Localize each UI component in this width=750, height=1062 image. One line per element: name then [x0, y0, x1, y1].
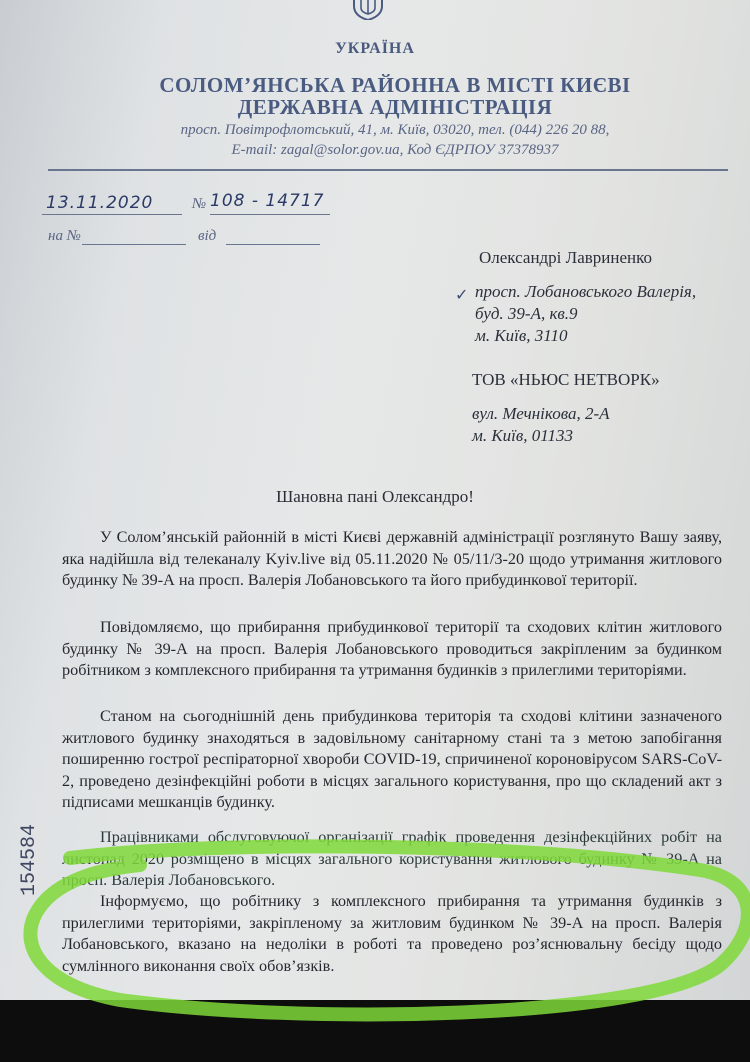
reference-label: на № — [48, 228, 81, 244]
recipient-address-building: буд. 39-А, кв.9 — [475, 304, 578, 323]
body-paragraph-5: Інформуємо, що робітнику з комплексного прибирання та утримання будинків з прилеглими територіями, закріпленому за житловим будинком № 39-А на просп. Валерія Лобановського, вказано на недоліки в роботі та проведено роз’яснювальну бесіду щодо сумлінного виконання своїх обов’язків. — [62, 892, 722, 975]
bottom-dark-bar — [0, 1000, 750, 1062]
recipient-address-city: м. Київ, 3110 — [475, 326, 568, 345]
organization-address: просп. Повітрофлотський, 41, м. Київ, 03020, тел. (044) 226 20 88, — [180, 122, 610, 138]
company-address-street: вул. Мечнікова, 2-А — [472, 404, 610, 423]
registration-stamp — [6, 818, 46, 898]
reference-date-underline — [226, 244, 320, 245]
body-paragraph-3: Станом на сьогоднішній день прибудинкова територія та сходові клітини зазначеного житлового будинку знаходяться в задовільному санітарному стані та з метою запобігання поширенню гострої респіраторної хвороби COVID-19, спричиненої короновірусом SARS-CoV-2, проведено дезінфекційні роботи в місцях загального користування, про що складений акт з підписами мешканців будинку. — [62, 707, 722, 811]
country-name: УКРАЇНА — [335, 40, 415, 57]
check-mark: ✓ — [455, 287, 469, 304]
body-paragraph-2: Повідомляємо, що прибирання прибудинкової території та сходових клітин житлового будинку № 39-А на просп. Валерія Лобановського проводиться закріпленим за будинком робітником з комплексного прибирання та утримання будинків з прилеглими територіями. — [62, 618, 722, 679]
body-paragraph-1: У Солом’янській районній в місті Києві державній адміністрації розглянуто Вашу заяву, яка надійшла від телеканалу Kyiv.live від 05.11.2020 № 05/11/3-20 щодо утримання житлового будинку № 39-А на просп. Валерія Лобановського та його прибудинкової території. — [62, 528, 722, 589]
organization-contacts: E-mail: zagal@solor.gov.ua, Код ЄДРПОУ 37378937 — [231, 142, 559, 158]
letter-date: 13.11.2020 — [46, 193, 154, 213]
recipient-company: ТОВ «НЬЮС НЕТВОРК» — [472, 370, 660, 389]
recipient-address-street: просп. Лобановського Валерія, — [475, 282, 697, 301]
header-divider — [48, 169, 728, 171]
recipient-name: Олександрі Лавриненко — [479, 248, 652, 267]
organization-name-line1: СОЛОМ’ЯНСЬКА РАЙОННА В МІСТІ КИЄВІ — [159, 73, 631, 97]
company-address-city: м. Київ, 01133 — [472, 426, 573, 445]
reference-from-label: від — [198, 228, 217, 244]
letter-number: 108 - 14717 — [210, 191, 325, 211]
salutation: Шановна пані Олександро! — [276, 487, 474, 506]
organization-name-line2: ДЕРЖАВНА АДМІНІСТРАЦІЯ — [237, 95, 553, 119]
date-underline — [42, 214, 182, 215]
number-label: № — [192, 196, 207, 212]
reference-underline — [82, 244, 186, 245]
coat-of-arms-icon — [346, 0, 390, 20]
stamp-number: 154584 — [18, 823, 41, 896]
number-underline — [210, 214, 330, 215]
body-paragraph-4: Працівниками обслуговуючої організації графік проведення дезінфекційних робіт на листопад 2020 розміщено в місцях загального користування житлового будинку № 39-А на просп. Валерія Лобановського. — [62, 828, 722, 889]
